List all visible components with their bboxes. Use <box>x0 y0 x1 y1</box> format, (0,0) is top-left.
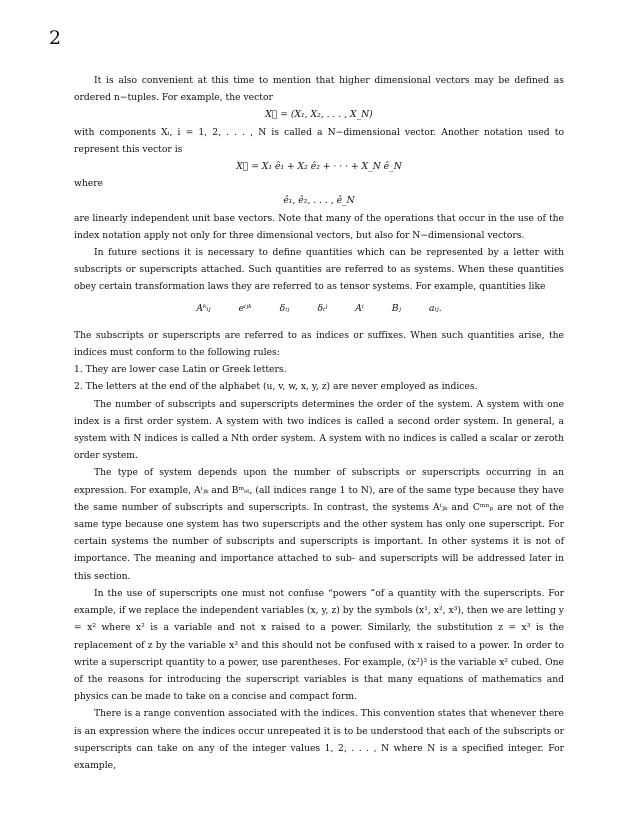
symbol-delta-i-j: δᵢʲ <box>317 302 328 314</box>
paragraph-systems: In future sections it is necessary to define quantities which can be represented by a letter with subscripts or superscripts attached. Such quantities are referred to as systems. When these quantities obey certain transformation laws they are referred to as tensor systems. For example, quantities like <box>74 247 564 293</box>
page-body <box>74 72 564 774</box>
equation-vector-tuple: X⃗ = (X₁, X₂, . . . , X_N) <box>265 109 373 121</box>
symbol-a-ij: aᵢⱼ. <box>428 302 442 314</box>
symbol-a-i: Aⁱ <box>355 302 364 314</box>
paragraph-indices: The subscripts or superscripts are referred to as indices or suffixes. When such quantities arise, the indices must conform to the following rules: <box>74 329 564 359</box>
equation-vector-basis: X⃗ = X₁ ê₁ + X₂ ê₂ + · · · + X_N ê_N <box>236 161 402 173</box>
symbol-a-k-ij: Aᵏᵢⱼ <box>196 302 211 314</box>
symbols-row <box>74 300 564 317</box>
paragraph-range-convention: There is a range convention associated with the indices. This convention states that whenever there is an expression where the indices occur unrepeated it is to be understood that each of the subscripts or superscripts can take on any of the integer values 1, 2, . . . , N where N is a specified integer. For example, <box>74 708 564 771</box>
paragraph-where: where <box>74 178 104 190</box>
paragraph-powers: In the use of superscripts one must not confuse “powers ”of a quantity with the superscripts. For example, if we replace the independent variables (x, y, z) by the symbols (x¹, x², x³), then we are letting y = x² where x² is a variable and not x raised to a power. Similarly, the substitution z = x³ is the replacement of z by the variable x³ and this should not be confused with x raised to a power. In order to write a superscript quantity to a power, use parentheses. For example, (x²)³ is the variable x² cubed. One of the reasons for introducing the superscript variables is that many equations of mathematics and physics can be made to take on a concise and compact form. <box>74 587 564 703</box>
paragraph-independent: are linearly independent unit base vectors. Note that many of the operations that occur in the use of the index notation apply not only for three dimensional vectors, but also for N−dimensional vectors. <box>74 212 564 241</box>
paragraph-ordered-tuples: It is also convenient at this time to mention that higher dimensional vectors may be defined as ordered n−tuples. For example, the vector <box>74 75 564 104</box>
symbol-e-ijk: eⁱʲᵏ <box>238 302 252 314</box>
paragraph-components: with components Xᵢ, i = 1, 2, . . . , N is called a N−dimensional vector. Another notation used to represent this vector is <box>74 126 564 155</box>
equation-unit-vectors: ê₁, ê₂, . . . , ê_N <box>283 195 355 207</box>
rule-two: 2. The letters at the end of the alphabet (u, v, w, x, y, z) are never employed as indices. <box>74 381 478 393</box>
page-number: 2 <box>49 27 62 49</box>
paragraph-order: The number of subscripts and superscripts determines the order of the system. A system with one index is a first order system. A system with two indices is called a second order system. In general, a system with N indices is called a Nth order system. A system with no indices is called a scalar or zeroth order system. <box>74 398 564 462</box>
rule-one: 1. They are lower case Latin or Greek letters. <box>74 364 287 376</box>
symbol-b-j: Bⱼ <box>391 302 401 314</box>
symbol-delta-ij: δᵢⱼ <box>279 302 290 314</box>
paragraph-type: The type of system depends upon the number of subscripts or superscripts occurring in an expression. For example, Aⁱⱼₖ and Bᵐₛₜ, (all indices range 1 to N), are of the same type because they have the same number of subscripts and superscripts. In contrast, the systems Aⁱⱼₖ and Cᵐⁿₚ are not of the same type because one system has two superscripts and the other system has only one superscript. For certain systems the number of subscripts and superscripts is important. In other systems it is not of importance. The meaning and importance attached to sub- and superscripts will be addressed later in this section. <box>74 467 564 582</box>
